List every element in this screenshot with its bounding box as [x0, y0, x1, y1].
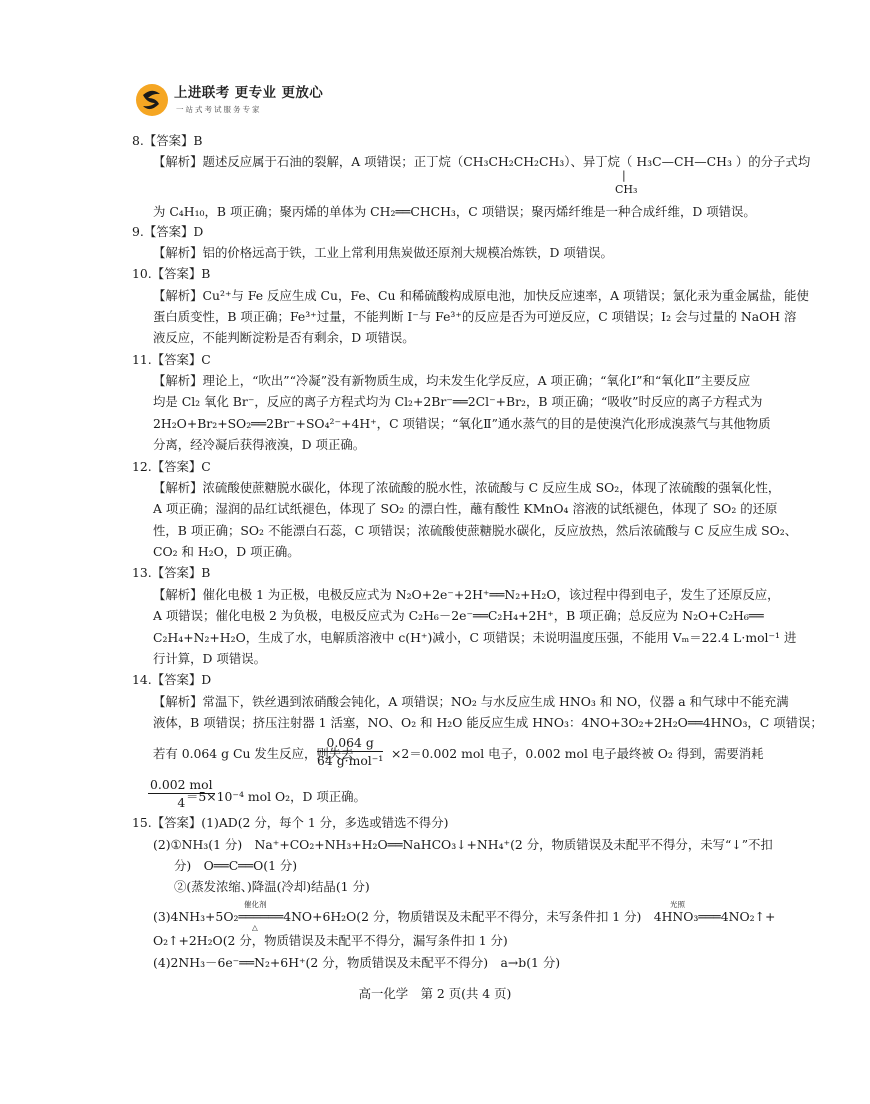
text-line-q11d: 2H₂O+Br₂+SO₂══2Br⁻+SO₄²⁻+4H⁺，C 项错误；“氧化Ⅱ”通水蒸气的目的是使溴汽化形成溴蒸气与其他物质	[153, 416, 771, 431]
text-line-q15b: (2)①NH₃(1 分) Na⁺+CO₂+NH₃+H₂O══NaHCO₃↓+NH₄⁺(2 分，物质错误及未配平不得分，未写“↓”不扣	[153, 837, 773, 852]
brand-tagline: 一站式考试服务专家	[176, 105, 262, 114]
text-line-q13e: 行计算，D 项错误。	[153, 651, 266, 666]
text-line-q13a: 13.【答案】B	[132, 565, 211, 580]
condition-catalyst: 催化剂	[244, 900, 267, 909]
text-line-q9a: 9.【答案】D	[132, 224, 204, 239]
page-footer: 高一化学 第 2 页(共 4 页)	[358, 986, 512, 1001]
text-line-q10a: 10.【答案】B	[132, 266, 211, 281]
isobutane-branch-group: CH₃	[615, 183, 638, 196]
brand-slogan: 上进联考 更专业 更放心	[174, 85, 324, 101]
fraction-numerator: 0.002 mol	[148, 779, 215, 794]
text-line-q11b: 【解析】理论上，“吹出”“冷凝”没有新物质生成，均未发生化学反应，A 项正确；“氧化Ⅰ”和“氧化Ⅱ”主要反应	[153, 373, 751, 388]
text-line-q15f: O₂↑+2H₂O(2 分，物质错误及未配平不得分，漏写条件扣 1 分)	[153, 933, 508, 948]
text-line-q15d: ②(蒸发浓缩、)降温(冷却)结晶(1 分)	[174, 879, 370, 894]
text-line-q10c: 蛋白质变性，B 项正确；Fe³⁺过量，不能判断 I⁻与 Fe³⁺的反应是否为可逆反应，C 项错误；I₂ 会与过量的 NaOH 溶	[153, 309, 797, 324]
text-line-q12c: A 项正确；湿润的品红试纸褪色，体现了 SO₂ 的漂白性，蘸有酸性 KMnO₄ 溶液的试纸褪色，体现了 SO₂ 的还原	[153, 501, 778, 516]
text-line-q8c: 为 C₄H₁₀，B 项正确；聚丙烯的单体为 CH₂══CHCH₃，C 项错误；聚丙烯纤维是一种合成纤维，D 项错误。	[153, 204, 756, 219]
text-line-q14a: 14.【答案】D	[132, 672, 212, 687]
text-line-q10b: 【解析】Cu²⁺与 Fe 反应生成 Cu，Fe、Cu 和稀硫酸构成原电池，加快反应速率，A 项错误；氯化汞为重金属盐，能使	[153, 288, 809, 303]
fraction-denominator: 4	[177, 795, 186, 811]
text-line-q15e: (3)4NH₃+5O₂══════4NO+6H₂O(2 分，物质错误及未配平不得分，未写条件扣 1 分) 4HNO₃═══4NO₂↑+	[153, 909, 776, 924]
fraction-numerator: 0.064 g	[317, 737, 383, 752]
text-line-q12e: CO₂ 和 H₂O，D 项正确。	[153, 544, 300, 559]
text-line-q14e: ＝5×10⁻⁴ mol O₂，D 项正确。	[186, 789, 366, 804]
text-line-q11e: 分离，经冷凝后获得液溴，D 项正确。	[153, 437, 366, 452]
text-line-q11c: 均是 Cl₂ 氧化 Br⁻，反应的离子方程式均为 Cl₂+2Br⁻══2Cl⁻+Br₂，B 项正确；“吸收”时反应的离子方程式为	[153, 394, 763, 409]
text-line-q8a: 8.【答案】B	[132, 133, 203, 148]
text-line-q15a: 15.【答案】(1)AD(2 分，每个 1 分，多选或错选不得分)	[132, 815, 449, 830]
text-line-q10d: 液反应，不能判断淀粉是否有剩余，D 项错误。	[153, 330, 415, 345]
text-line-q12d: 性，B 项正确；SO₂ 不能漂白石蕊，C 项错误；浓硫酸使蔗糖脱水碳化，反应放热，然后浓硫酸与 C 反应生成 SO₂、	[153, 523, 798, 538]
text-line-q12a: 12.【答案】C	[132, 459, 211, 474]
condition-heat: △	[252, 923, 258, 932]
text-line-q12b: 【解析】浓硫酸使蔗糖脱水碳化，体现了浓硫酸的脱水性，浓硫酸与 C 反应生成 SO₂，体现了浓硫酸的强氧化性，	[153, 480, 781, 495]
text-line-q14d2: ×2＝0.002 mol 电子，0.002 mol 电子最终被 O₂ 得到，需要消耗	[391, 746, 764, 761]
text-line-q9b: 【解析】铝的价格远高于铁，工业上常利用焦炭做还原剂大规模冶炼铁，D 项错误。	[153, 245, 613, 260]
swirl-logo-icon	[134, 82, 170, 118]
text-line-q13b: 【解析】催化电极 1 为正极，电极反应式为 N₂O+2e⁻+2H⁺══N₂+H₂O，该过程中得到电子，发生了还原反应，	[153, 587, 780, 602]
text-line-q8b: 【解析】题述反应属于石油的裂解，A 项错误；正丁烷（CH₃CH₂CH₂CH₃）、异丁烷（ H₃C—CH—CH₃ ）的分子式均	[153, 154, 811, 169]
fraction-oxygen-consumed	[148, 779, 215, 810]
text-line-q11a: 11.【答案】C	[132, 352, 211, 367]
fraction-electrons-lost	[317, 737, 383, 768]
text-line-q13d: C₂H₄+N₂+H₂O，生成了水，电解质溶液中 c(H⁺)减小，C 项错误；未说明温度压强，不能用 Vₘ＝22.4 L·mol⁻¹ 进	[153, 630, 797, 645]
text-line-q14d1: 若有 0.064 g Cu 发生反应，则失去	[153, 746, 354, 761]
text-line-q14b: 【解析】常温下，铁丝遇到浓硝酸会钝化，A 项错误；NO₂ 与水反应生成 HNO₃ 和 NO，仪器 a 和气球中不能充满	[153, 694, 789, 709]
text-line-q15g: (4)2NH₃－6e⁻══N₂+6H⁺(2 分，物质错误及未配平不得分) a→b(1 分)	[153, 955, 561, 970]
fraction-denominator: 64 g·mol⁻¹	[317, 753, 384, 769]
text-line-q14c: 液体，B 项错误；挤压注射器 1 活塞，NO、O₂ 和 H₂O 能反应生成 HNO₃：4NO+3O₂+2H₂O══4HNO₃，C 项错误；	[153, 715, 823, 730]
isobutane-branch-bond: |	[622, 169, 626, 182]
text-line-q15c: 分) O══C══O(1 分)	[174, 858, 298, 873]
condition-light: 光照	[670, 900, 685, 909]
text-line-q13c: A 项错误；催化电极 2 为负极，电极反应式为 C₂H₆－2e⁻══C₂H₄+2H⁺，B 项正确；总反应为 N₂O+C₂H₆══	[153, 608, 764, 623]
